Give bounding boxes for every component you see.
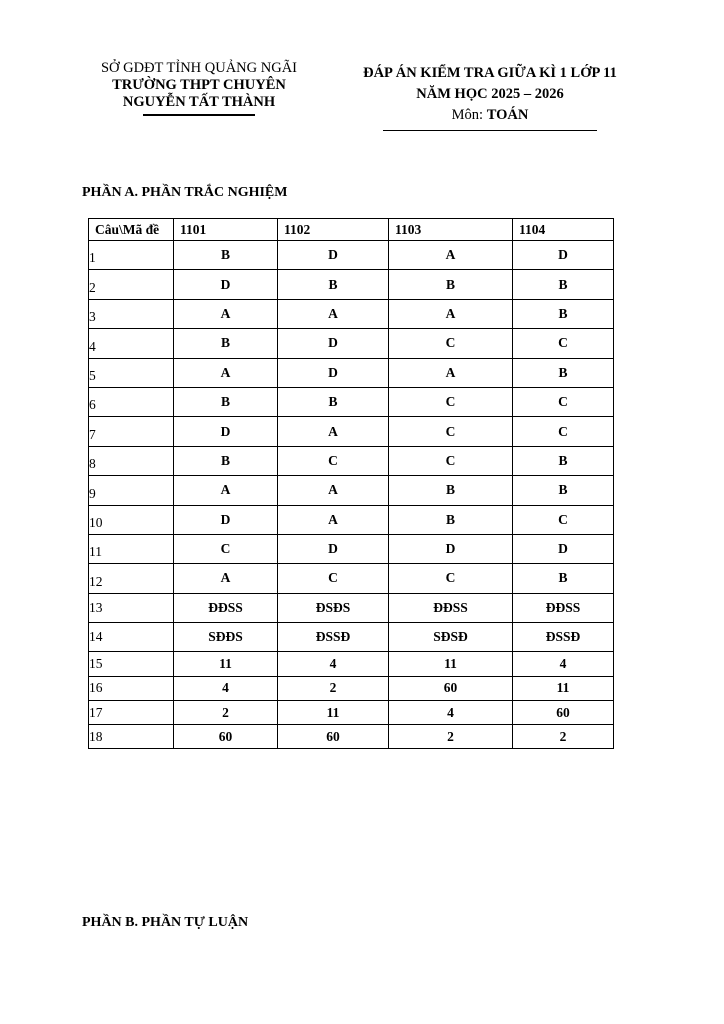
header-left-divider (143, 114, 255, 116)
answer-cell: B (389, 270, 513, 299)
answer-cell: 4 (513, 652, 614, 676)
table-row (89, 446, 614, 475)
answer-cell: ĐĐSS (389, 593, 513, 622)
answer-cell: C (278, 446, 389, 475)
answer-cell: D (513, 241, 614, 270)
answer-cell: A (278, 505, 389, 534)
question-number: 2 (89, 270, 174, 299)
answer-cell: A (174, 564, 278, 593)
section-a-title: PHẦN A. PHẦN TRẮC NGHIỆM (82, 185, 288, 200)
answer-cell: 11 (389, 652, 513, 676)
answer-cell: 60 (174, 725, 278, 749)
answer-cell: ĐSSĐ (513, 623, 614, 652)
column-header-code-1102: 1102 (278, 219, 389, 241)
answer-cell: 60 (389, 676, 513, 700)
answer-cell: 60 (278, 725, 389, 749)
answer-cell: D (513, 534, 614, 563)
school-header (60, 60, 338, 116)
answer-cell: B (174, 329, 278, 358)
answer-cell: C (389, 564, 513, 593)
answer-cell: 2 (174, 700, 278, 724)
answer-cell: B (513, 270, 614, 299)
answer-cell: C (513, 329, 614, 358)
answer-cell: D (389, 534, 513, 563)
answer-cell: 2 (389, 725, 513, 749)
table-row (89, 241, 614, 270)
answer-cell: D (278, 329, 389, 358)
question-number: 14 (89, 623, 174, 652)
exam-header (352, 63, 628, 131)
column-header-code-1103: 1103 (389, 219, 513, 241)
answer-cell: 60 (513, 700, 614, 724)
answer-cell: 11 (278, 700, 389, 724)
answer-cell: 4 (278, 652, 389, 676)
answer-cell: 2 (278, 676, 389, 700)
answer-cell: C (389, 329, 513, 358)
question-number: 12 (89, 564, 174, 593)
answer-cell: SĐĐS (174, 623, 278, 652)
table-row (89, 270, 614, 299)
answer-cell: C (513, 505, 614, 534)
school-department: SỞ GDĐT TỈNH QUẢNG NGÃI (100, 60, 297, 76)
table-row (89, 505, 614, 534)
answer-cell: 2 (513, 725, 614, 749)
answer-cell: B (174, 241, 278, 270)
answer-cell: C (513, 387, 614, 416)
answer-cell: B (389, 505, 513, 534)
question-number: 18 (89, 725, 174, 749)
answer-cell: A (389, 358, 513, 387)
answer-cell: B (513, 358, 614, 387)
answer-cell: B (513, 299, 614, 328)
question-number: 16 (89, 676, 174, 700)
answer-cell: A (278, 476, 389, 505)
question-number: 5 (89, 358, 174, 387)
answer-cell: D (278, 241, 389, 270)
answer-cell: 4 (389, 700, 513, 724)
school-name-line1: TRƯỜNG THPT CHUYÊN (112, 77, 286, 93)
answer-cell: C (513, 417, 614, 446)
subject-line (352, 105, 628, 126)
table-row (89, 476, 614, 505)
answer-cell: A (389, 241, 513, 270)
answer-cell: 11 (513, 676, 614, 700)
question-number: 3 (89, 299, 174, 328)
question-number: 6 (89, 387, 174, 416)
answer-cell: A (389, 299, 513, 328)
table-row (89, 725, 614, 749)
table-row (89, 534, 614, 563)
answer-cell: B (513, 476, 614, 505)
question-number: 7 (89, 417, 174, 446)
answer-cell: SĐSĐ (389, 623, 513, 652)
answer-table-header (89, 219, 614, 241)
question-number: 13 (89, 593, 174, 622)
answer-cell: B (278, 270, 389, 299)
question-number: 17 (89, 700, 174, 724)
table-row (89, 652, 614, 676)
answer-cell: B (513, 564, 614, 593)
answer-cell: C (389, 387, 513, 416)
answer-cell: C (278, 564, 389, 593)
answer-cell: B (174, 446, 278, 475)
answer-cell: ĐSĐS (278, 593, 389, 622)
answer-cell: A (278, 417, 389, 446)
column-header-code-1101: 1101 (174, 219, 278, 241)
question-number: 8 (89, 446, 174, 475)
answer-cell: D (278, 534, 389, 563)
answer-cell: C (389, 417, 513, 446)
question-number: 4 (89, 329, 174, 358)
answer-cell: D (278, 358, 389, 387)
answer-table-body (89, 241, 614, 749)
answer-cell: A (174, 358, 278, 387)
answer-cell: D (174, 505, 278, 534)
question-number: 11 (89, 534, 174, 563)
header-row (89, 219, 614, 241)
subject-value: TOÁN (486, 107, 529, 123)
table-row (89, 564, 614, 593)
school-year: NĂM HỌC 2025 – 2026 (416, 86, 564, 102)
question-number: 10 (89, 505, 174, 534)
answer-cell: 11 (174, 652, 278, 676)
question-number: 9 (89, 476, 174, 505)
answer-cell: D (174, 417, 278, 446)
question-number: 15 (89, 652, 174, 676)
answer-cell: ĐĐSS (174, 593, 278, 622)
answer-cell: B (278, 387, 389, 416)
question-number: 1 (89, 241, 174, 270)
answer-cell: A (278, 299, 389, 328)
table-row (89, 329, 614, 358)
answer-cell: ĐSSĐ (278, 623, 389, 652)
school-name-line2: NGUYỄN TẤT THÀNH (122, 94, 276, 110)
table-row (89, 700, 614, 724)
answer-cell: 4 (174, 676, 278, 700)
table-row (89, 417, 614, 446)
column-header-code-1104: 1104 (513, 219, 614, 241)
subject-label: Môn: (451, 107, 484, 123)
answer-cell: B (174, 387, 278, 416)
answer-cell: ĐĐSS (513, 593, 614, 622)
answer-cell: B (513, 446, 614, 475)
answer-cell: D (174, 270, 278, 299)
table-row (89, 358, 614, 387)
answer-cell: A (174, 299, 278, 328)
table-row (89, 593, 614, 622)
header-right-divider (383, 130, 597, 131)
table-row (89, 299, 614, 328)
table-row (89, 387, 614, 416)
table-row (89, 676, 614, 700)
column-header-question: Câu\Mã đề (89, 219, 174, 241)
table-row (89, 623, 614, 652)
exam-title: ĐÁP ÁN KIỂM TRA GIỮA KÌ 1 LỚP 11 (363, 65, 617, 81)
answer-cell: A (174, 476, 278, 505)
answer-cell: C (389, 446, 513, 475)
answer-table (88, 218, 614, 749)
section-b-title: PHẦN B. PHẦN TỰ LUẬN (82, 915, 249, 930)
answer-cell: C (174, 534, 278, 563)
answer-cell: B (389, 476, 513, 505)
